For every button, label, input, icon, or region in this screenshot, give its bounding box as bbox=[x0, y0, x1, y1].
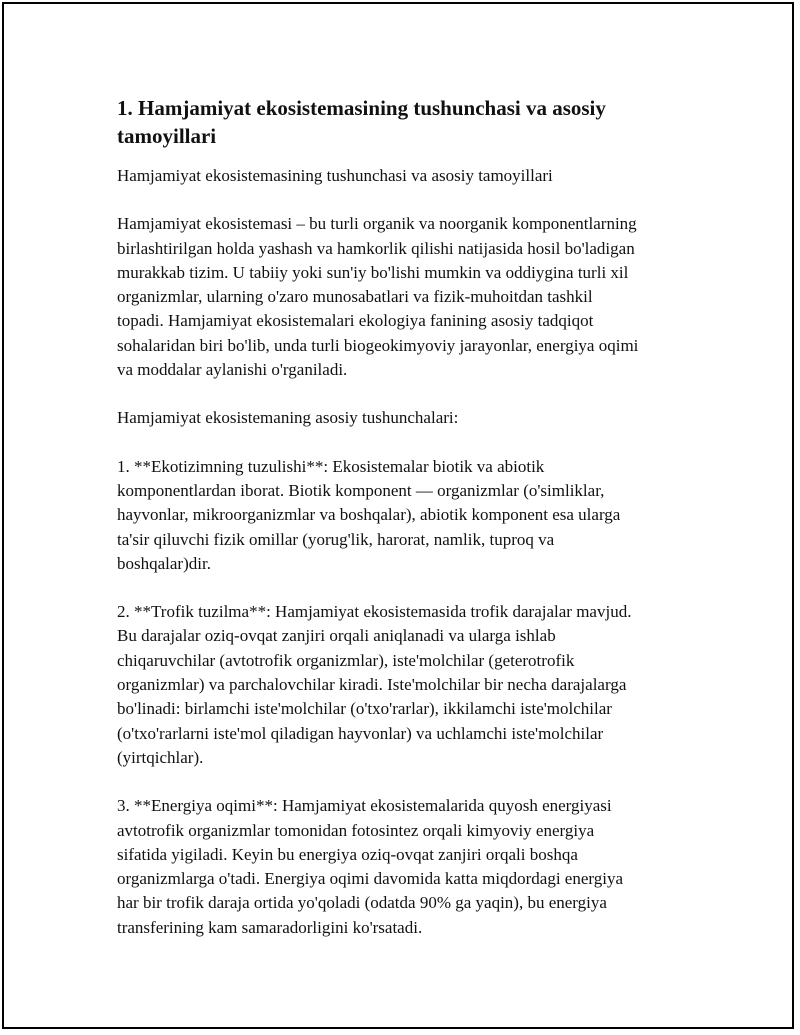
document-body bbox=[117, 94, 697, 964]
text-line: Hamjamiyat ekosistemaning asosiy tushunchalari: bbox=[117, 408, 459, 428]
text-line: boshqalar)dir. bbox=[117, 553, 211, 573]
text-line: hayvonlar, mikroorganizmlar va boshqalar), abiotik komponent esa ularga bbox=[117, 505, 621, 525]
text-line: sifatida yigiladi. Keyin bu energiya oziq-ovqat zanjiri orqali boshqa bbox=[117, 844, 578, 864]
list-item-paragraph bbox=[117, 455, 697, 576]
concepts-heading-paragraph bbox=[117, 406, 697, 430]
text-line: (o'txo'rarlarni iste'mol qiladigan hayvonlar) va uchlamchi iste'molchilar bbox=[117, 723, 604, 743]
text-line: 3. **Energiya oqimi**: Hamjamiyat ekosistemalarida quyosh energiyasi bbox=[117, 796, 612, 816]
text-line: organizmlar, ularning o'zaro munosabatlari va fizik-muhoitdan tashkil bbox=[117, 287, 593, 307]
text-line: birlashtirilgan holda yashash va hamkorlik qilishi natijasida hosil bo'ladigan bbox=[117, 238, 635, 258]
text-line: 1. **Ekotizimning tuzulishi**: Ekosistemalar biotik va abiotik bbox=[117, 456, 545, 476]
subtitle-paragraph bbox=[117, 164, 697, 188]
text-line: chiqaruvchilar (avtotrofik organizmlar), iste'molchilar (geterotrofik bbox=[117, 650, 575, 670]
intro-paragraph bbox=[117, 212, 697, 382]
text-line: (yirtqichlar). bbox=[117, 747, 204, 767]
text-line: bo'linadi: birlamchi iste'molchilar (o'txo'rarlar), ikkilamchi iste'molchilar bbox=[117, 699, 612, 719]
text-line: 2. **Trofik tuzilma**: Hamjamiyat ekosistemasida trofik darajalar mavjud. bbox=[117, 602, 632, 622]
text-line: transferining kam samaradorligini ko'rsatadi. bbox=[117, 917, 423, 937]
list-item-paragraph bbox=[117, 794, 697, 940]
text-line: organizmlar) va parchalovchilar kiradi. Iste'molchilar bir necha darajalarga bbox=[117, 675, 627, 695]
text-line: va moddalar aylanishi o'rganiladi. bbox=[117, 360, 348, 380]
text-line: komponentlardan iborat. Biotik komponent — organizmlar (o'simliklar, bbox=[117, 480, 605, 500]
text-line: sohalaridan biri bo'lib, unda turli biogeokimyoviy jarayonlar, energiya oqimi bbox=[117, 335, 639, 355]
list-item-paragraph bbox=[117, 600, 697, 770]
page-title bbox=[117, 94, 697, 150]
text-line: har bir trofik daraja ortida yo'qoladi (odatda 90% ga yaqin), bu energiya bbox=[117, 893, 607, 913]
text-line: organizmlarga o'tadi. Energiya oqimi davomida katta miqdordagi energiya bbox=[117, 869, 623, 889]
title-line: 1. Hamjamiyat ekosistemasining tushunchasi va asosiy bbox=[117, 96, 606, 120]
text-line: Hamjamiyat ekosistemasining tushunchasi va asosiy tamoyillari bbox=[117, 166, 553, 185]
text-line: murakkab tizim. U tabiiy yoki sun'iy bo'lishi mumkin va oddiygina turli xil bbox=[117, 262, 629, 282]
text-line: Bu darajalar oziq-ovqat zanjiri orqali aniqlanadi va ularga ishlab bbox=[117, 626, 556, 646]
text-line: Hamjamiyat ekosistemasi – bu turli organik va noorganik komponentlarning bbox=[117, 214, 637, 234]
text-line: topadi. Hamjamiyat ekosistemalari ekologiya fanining asosiy tadqiqot bbox=[117, 311, 594, 331]
text-line: avtotrofik organizmlar tomonidan fotosintez orqali kimyoviy energiya bbox=[117, 820, 595, 840]
title-line: tamoyillari bbox=[117, 124, 217, 148]
text-line: ta'sir qiluvchi fizik omillar (yorug'lik, harorat, namlik, tuproq va bbox=[117, 529, 555, 549]
